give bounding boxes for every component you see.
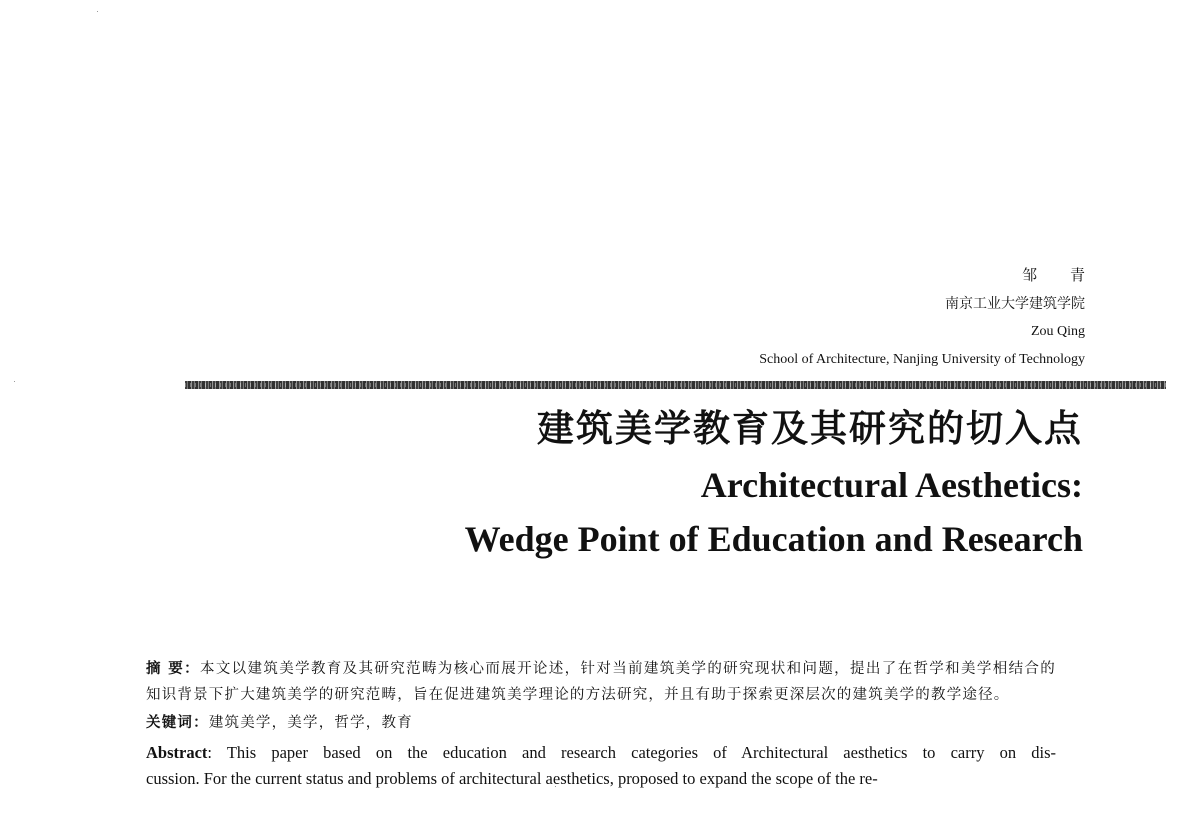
keywords-cn-label: 关键词： <box>146 715 209 731</box>
author-block <box>759 266 1099 367</box>
abstract-en-label: Abstract <box>146 743 208 762</box>
author-name-cn: 邹 青 <box>1022 266 1099 284</box>
keywords-cn <box>146 710 1056 736</box>
title-en-line1: Architectural Aesthetics: <box>700 465 1083 505</box>
title-cn: 建筑美学教育及其研究的切入点 <box>537 407 1083 450</box>
title-en-line2: Wedge Point of Education and Research <box>464 519 1083 559</box>
author-affiliation-en: School of Architecture, Nanjing University of Technology <box>759 352 1085 367</box>
abstract-cn <box>146 656 1056 708</box>
abstract-en-line2: cussion. For the current status and problems of architectural aesthetics, proposed to expand the scope of the re- <box>146 769 878 788</box>
abstract-cn-text: 本文以建筑美学教育及其研究范畴为核心而展开论述，针对当前建筑美学的研究现状和问题，提出了在哲学和美学相结合的知识背景下扩大建筑美学的研究范畴，旨在促进建筑美学理论的方法研究，并且有助于探索更深层次的建筑美学的教学途径。 <box>146 661 1056 703</box>
scan-speck <box>97 11 98 12</box>
author-name-en: Zou Qing <box>1030 324 1085 339</box>
abstract-en <box>146 740 1056 766</box>
header-rule <box>185 381 1166 389</box>
author-affiliation-cn: 南京工业大学建筑学院 <box>945 296 1085 312</box>
abstract-section <box>146 656 1056 792</box>
scan-speck <box>14 381 15 382</box>
title-block <box>464 407 1083 559</box>
keywords-cn-text: 建筑美学，美学，哲学，教育 <box>208 715 413 731</box>
abstract-cn-label: 摘 要： <box>146 661 200 677</box>
abstract-en-text: : This paper based on the education and research categories of Architectural aesthetics to carry on dis- <box>207 743 1056 762</box>
